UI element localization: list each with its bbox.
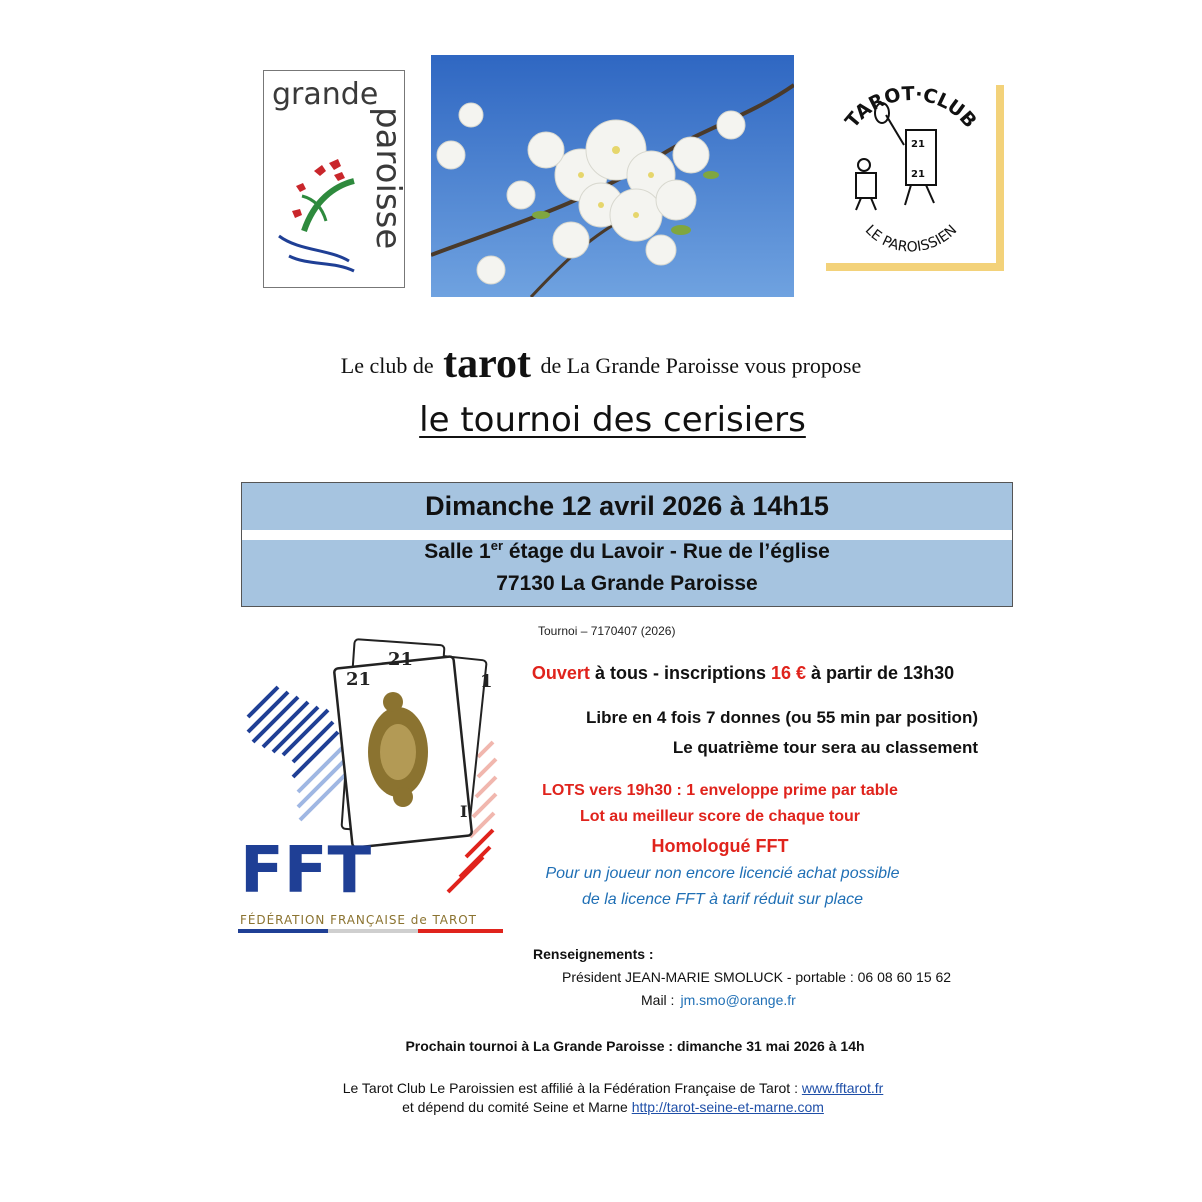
svg-text:LE PAROISSIEN <box>862 222 960 255</box>
event-info-box <box>241 482 1013 607</box>
mail-address[interactable]: jm.smo@orange.fr <box>680 992 796 1008</box>
footer-text-2: et dépend du comité Seine et Marne <box>402 1099 632 1115</box>
fft-card-bottom: I <box>460 802 468 821</box>
event-venue <box>242 538 1012 564</box>
intro-before: Le club de <box>340 353 434 378</box>
fft-letters: FFT <box>240 834 372 908</box>
svg-text:TAROT·CLUB <box>841 85 981 132</box>
fft-logo <box>238 637 503 934</box>
price: 16 € <box>770 663 807 683</box>
homologation-line: Homologué FFT <box>651 836 789 856</box>
cherry-blossom-photo <box>431 55 794 297</box>
intro-emphasis: tarot <box>443 341 531 387</box>
lot-best-line: Lot au meilleur score de chaque tour <box>579 808 861 825</box>
fft-card-left: 21 <box>346 669 372 690</box>
tarot-club-logo <box>826 85 1004 271</box>
venue-sup: er <box>490 538 504 553</box>
mail-label: Mail : <box>641 992 675 1008</box>
tarot-club-card-number-2: 21 <box>911 169 925 180</box>
licence-line-1: Pour un joueur non encore licencié achat possible <box>545 865 900 882</box>
fourth-round-line: Le quatrième tour sera au classement <box>672 738 978 757</box>
fft-card-mid: 21 <box>388 649 414 670</box>
intro-line <box>0 340 1202 388</box>
committee-link[interactable]: http://tarot-seine-et-marne.com <box>631 1099 824 1115</box>
venue-suffix: étage du Lavoir - Rue de l’église <box>503 540 830 563</box>
logo-word-grande: grande <box>272 77 379 112</box>
footer-text-1: Le Tarot Club Le Paroissien est affilié à la Fédération Française de Tarot : <box>342 1080 802 1096</box>
open-tail: à partir de 13h30 <box>806 663 955 683</box>
logo-word-paroisse: paroisse <box>368 107 408 250</box>
event-date: Dimanche 12 avril 2026 à 14h15 <box>425 491 829 521</box>
lots-line: LOTS vers 19h30 : 1 enveloppe prime par table <box>542 782 898 799</box>
footer-line-2 <box>0 1099 1202 1115</box>
licence-line-2: de la licence FFT à tarif réduit sur place <box>581 891 863 908</box>
open-line <box>508 663 978 684</box>
contact-president: Président JEAN-MARIE SMOLUCK - portable : 06 08 60 15 62 <box>562 969 952 985</box>
intro-after: de La Grande Paroisse vous propose <box>540 353 862 378</box>
fft-card-right: 1 <box>480 671 493 692</box>
fftarot-link[interactable]: www.fftarot.fr <box>801 1080 884 1096</box>
tournament-id: Tournoi – 7170407 (2026) <box>538 624 676 638</box>
contact-mail <box>641 992 796 1008</box>
tarot-club-card-number: 21 <box>911 139 925 150</box>
format-line: Libre en 4 fois 7 donnes (ou 55 min par position) <box>586 708 978 727</box>
open-text: à tous - inscriptions <box>589 663 771 683</box>
contact-title: Renseignements : <box>533 946 654 962</box>
grande-paroisse-emblem-icon <box>274 141 374 281</box>
fft-tagline: FÉDÉRATION FRANÇAISE de TAROT <box>240 913 476 927</box>
venue-prefix: Salle 1 <box>424 540 491 563</box>
tarot-player-illustration <box>826 85 1004 271</box>
event-city: 77130 La Grande Paroisse <box>496 572 758 595</box>
tarot-club-arc-bottom: LE PAROISSIEN <box>861 222 961 256</box>
open-word: Ouvert <box>531 663 590 683</box>
next-tournament: Prochain tournoi à La Grande Paroisse : dimanche 31 mai 2026 à 14h <box>405 1038 865 1054</box>
footer-line-1 <box>0 1080 1202 1096</box>
event-title: le tournoi des cerisiers <box>419 400 806 440</box>
grande-paroisse-logo <box>263 70 408 288</box>
tarot-club-arc-top: TAROT·CLUB <box>841 85 981 133</box>
